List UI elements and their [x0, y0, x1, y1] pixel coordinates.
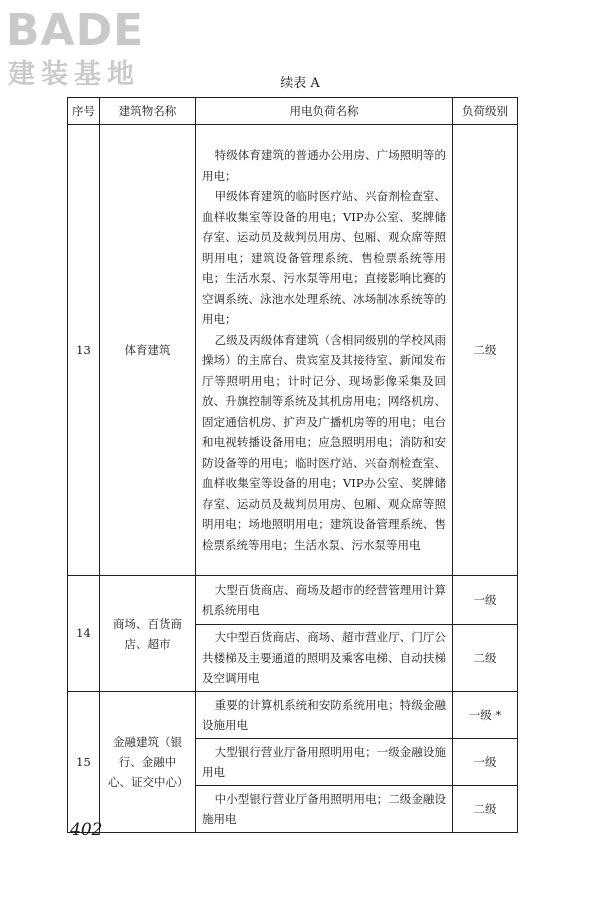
header-level: 负荷级别	[453, 98, 518, 125]
load-paragraph: 大中型百货商店、商场、超市营业厅、门厅公共楼梯及主要通道的照明及乘客电梯、自动扶梯及空调用电	[202, 630, 446, 686]
header-load: 用电负荷名称	[196, 98, 453, 125]
load-level: 一级	[453, 739, 518, 786]
load-table	[67, 97, 518, 833]
table-header-row	[68, 98, 518, 125]
building-name: 体育建筑	[100, 125, 196, 576]
load-level: 二级	[453, 125, 518, 576]
load-paragraph: 特级体育建筑的普通办公用房、广场照明等的用电；	[202, 148, 446, 183]
header-building: 建筑物名称	[100, 98, 196, 125]
building-name: 商场、百货商店、超市	[100, 576, 196, 692]
load-level: 二级	[453, 786, 518, 833]
table-row	[68, 576, 518, 625]
logo-subtitle: 建装基地	[8, 59, 140, 90]
table-row	[68, 125, 518, 576]
page-number: 402	[70, 820, 103, 840]
load-paragraph: 大型银行营业厅备用照明用电；一级金融设施用电	[202, 744, 446, 779]
load-description	[196, 125, 453, 576]
load-description	[196, 786, 453, 833]
load-level: 一级 *	[453, 692, 518, 739]
load-description	[196, 739, 453, 786]
table-caption: 续表 A	[280, 76, 320, 91]
row-number: 15	[68, 692, 100, 833]
load-description	[196, 576, 453, 625]
header-no: 序号	[68, 98, 100, 125]
row-number: 13	[68, 125, 100, 576]
load-paragraph: 甲级体育建筑的临时医疗站、兴奋剂检查室、血样收集室等设备的用电；VIP办公室、奖牌储存室、运动员及裁判员用房、包厢、观众席等照明用电；建筑设备管理系统、售检票系统等用电；生活水泵、污水泵等用电；直接影响比赛的空调系统、泳池水处理系统、冰场制冰系统等的用电；	[202, 189, 446, 326]
logo-wordmark: BADE	[6, 5, 145, 56]
load-description	[196, 692, 453, 739]
row-number: 14	[68, 576, 100, 692]
load-paragraph: 乙级及丙级体育建筑（含相同级别的学校风雨操场）的主席台、贵宾室及其接待室、新闻发布厅等照明用电；计时记分、现场影像采集及回放、升旗控制等系统及其机房用电；网络机房、固定通信机房、扩声及广播机房等的用电；电台和电视转播设备用电；应急照明用电；消防和安防设备等的用电；临时医疗站、兴奋剂检查室、血样收集室等设备的用电；VIP办公室、奖牌储存室、运动员及裁判员用房、包厢、观众席等照明用电；场地照明用电；建筑设备管理系统、售检票系统等用电；生活水泵、污水泵等用电	[202, 332, 446, 552]
load-level: 一级	[453, 576, 518, 625]
building-name: 金融建筑（银行、金融中心、证交中心）	[100, 692, 196, 833]
load-paragraph: 大型百货商店、商场及超市的经营管理用计算机系统用电	[202, 582, 446, 617]
load-paragraph: 中小型银行营业厅备用照明用电；二级金融设施用电	[202, 791, 446, 826]
load-description	[196, 625, 453, 692]
table-row	[68, 692, 518, 739]
load-paragraph: 重要的计算机系统和安防系统用电；特级金融设施用电	[202, 697, 446, 732]
load-level: 二级	[453, 625, 518, 692]
